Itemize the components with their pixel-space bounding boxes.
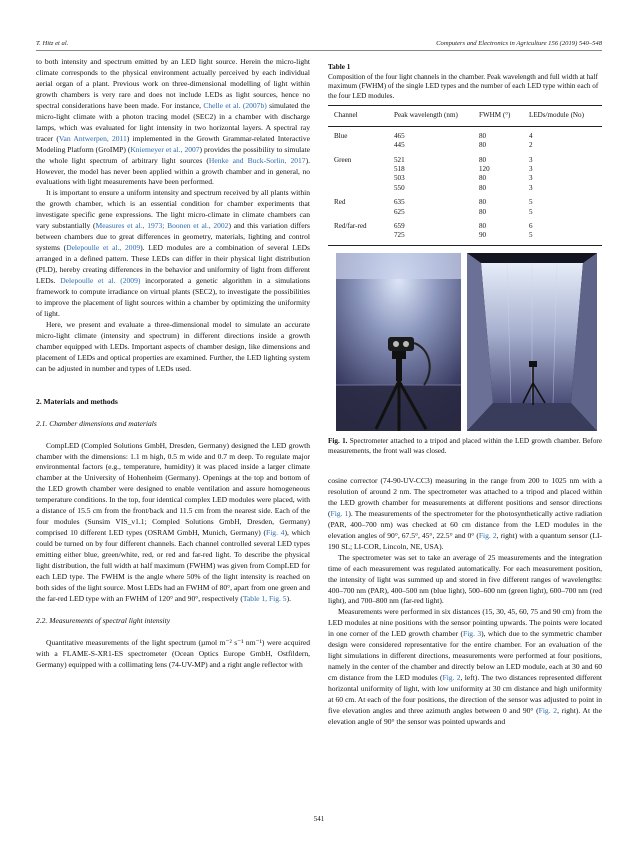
table-row: Red 635 80 5 xyxy=(334,198,533,207)
citation-link[interactable]: Measures et al., 1973; Boonen et al., 2002 xyxy=(95,221,229,231)
table-row: 518 120 3 xyxy=(394,165,533,173)
left-column xyxy=(36,57,310,671)
paragraph-uniformity: It is important to ensure a uniform intensity and spectrum received by all plants within the growth chamber, which is an essential condition for chamber experiments that investigate specific gene expressions. The light micro-climate in climate chambers can vary substantially (Measures et al., 1973; Boonen et al., 2002) and this variation differs between chambers due to great differences in geometry, materials, lighting and control systems (Delepoulle et al., 2009). LED modules are a combination of several LEDs arranged in a defined pattern. These LEDs can differ in their physical light distribution (PLD), hereby creating differences in the behavior and uniformity of light from different LEDs. Delepoulle et al. (2009) incorporated a genetic algorithm in a simulations framework to compute irradiance on virtual plants (SEC2), to investigate the possibilities to improve the placement of light sources within a chamber by optimizing the uniformity of light. xyxy=(36,188,310,318)
page-number: 541 xyxy=(313,815,325,823)
table-row: 625 80 5 xyxy=(394,207,533,216)
figure-link[interactable]: Fig. 3 xyxy=(463,629,482,639)
citation-link[interactable]: Henke and Buck-Sorlin, 2017 xyxy=(208,155,306,165)
table-1 xyxy=(328,63,602,246)
figure-photo-chamber-interior xyxy=(467,253,597,431)
column-header: LEDs/module (No) xyxy=(523,106,602,126)
section-heading: 2. Materials and methods xyxy=(36,396,118,406)
figure-link[interactable]: Fig. 2 xyxy=(478,530,497,540)
table-row: Red/far-red 659 80 6 xyxy=(334,222,533,231)
table-caption: Composition of the four light channels in the chamber. Peak wavelength and full width at half maximum (FWHM) of the single LED types and the number of each LED type within each of the four LED modules. xyxy=(328,72,599,100)
paragraph-measurements: Quantitative measurements of the light spectrum (µmol m⁻² s⁻¹ nm⁻¹) were acquired with a FLAME-S-XR1-ES spectrometer (Ocean Optics Europe GmbH, Ostfildern, Germany) equipped with a collimating lens (74-UV-MP) and a right angle reflector with xyxy=(36,637,310,669)
table-row: 550 80 3 xyxy=(394,183,533,192)
table-row: 725 90 5 xyxy=(328,231,602,245)
figure-caption: Fig. 1. Spectrometer attached to a tripod and placed within the LED growth chamber. Before measurements, the front wall was closed. xyxy=(328,437,602,455)
header-rule xyxy=(36,50,602,51)
citation-link[interactable]: Chelle et al. (2007b) xyxy=(203,100,267,110)
table-row: Green 521 80 3 xyxy=(334,155,533,164)
subsection-heading: 2.2. Measurements of spectral light intensity xyxy=(36,615,171,625)
column-header: Peak wavelength (nm) xyxy=(388,106,473,126)
figure-link[interactable]: Fig. 2 xyxy=(538,706,558,716)
figure-link[interactable]: Fig. 4 xyxy=(266,528,285,538)
data-table xyxy=(328,105,602,245)
paragraph-spectrometer: cosine corrector (74-90-UV-CC3) measuring in the range from 200 to 1025 nm with a resolution of around 2 nm. The spectrometer was attached to a tripod and placed within the LED growth chamber for measurements at different positions and sensor directions (Fig. 1). The measurements of the spectrometer for the photosynthetically active radiation (PAR, 400–700 nm) was checked at 60 cm distance from the LED modules in the elevation angles of 90°, 67.5°, 45°, 22.5° and 0° (Fig. 2, right) with a quantum sensor (LI-190 SL; LI-COR, Lincoln, NE, USA). xyxy=(328,476,602,551)
paragraph-positions: Measurements were performed in six distances (15, 30, 45, 60, 75 and 90 cm) from the LED modules at nine positions with the sensor pointing upwards. The points were located in one corner of the LED growth chamber (Fig. 3), which due to the symmetric chamber design were considered representative for the entire chamber. For an evaluation of the light simulations in different directions, measurements were performed at four positions, namely in the center of the chamber and directly below an LED module, each at 30 and 60 cm distance from the LED modules (Fig. 2, left). The two distances represented different horizontal uniformity of light, with low uniformity at 30 cm distance and high uniformity at 60 cm. At each of the four positions, the direction of the sensor was adjusted to point in five elevation angles and three azimuth angles between 0 and 90° (Fig. 2, right). At the elevation angle of 90° the sensor was pointed upwards and xyxy=(328,607,602,726)
column-header: FWHM (°) xyxy=(473,106,523,126)
table-row: 503 80 3 xyxy=(394,174,533,183)
running-header-journal: Computers and Electronics in Agriculture 156 (2019) 540–548 xyxy=(436,40,602,47)
figure-photo-spectrometer-tripod xyxy=(336,253,461,431)
citation-link[interactable]: Delepoulle et al. (2009) xyxy=(60,276,141,286)
paragraph-chamber: CompLED (Compled Solutions GmbH, Dresden, Germany) designed the LED growth chamber with the dimensions: 1.1 m high, 0.5 m wide and 0.7 m deep. To regulate major environmental factors (e.g., temperature, humidity) it was placed inside a larger climate chamber at the University of Hohenheim (Germany). Openings at the top and bottom of the LED growth chamber were designed to enable ventilation and assure homogeneous temperature conditions. In the top, four identical complex LED modules were placed, with a distance of 15.5 cm from the front/back and 11.5 cm from the nearest side. Each of the four modules (Sunsim VIS_v1.1; Compled Solutions GmbH, Dresden, Germany) comprised 10 different LED types (OSRAM GmbH, Munich, Germany) (Fig. 4), which could be turned on by four different channels. Each channel controlled several LED types emitting either blue, green/white, red, or red and far-red light. To describe the physical light distribution, the full width at half maximum (FWHM) was given from CompLED for each LED type. The FWHM is the angle where 50% of the light intensity is reached on both sides of the light source. Most LEDs had an FWHM of 80°, apart from one green and the far-red LED type with an FWHM of 120° and 90°, respectively (Table 1, Fig. 5). xyxy=(36,440,310,603)
table-link[interactable]: Table 1, Fig. 5 xyxy=(242,593,287,603)
paragraph-averaging: The spectrometer was set to take an average of 25 measurements and the integration time of each measurement was regulated automatically. For each measurement position, the intensity of light was summed up and stored in five different ranges of wavelengths: 400–700 nm (PAR), 400–500 nm (blue light), 500–600 nm (green light), 600–700 nm (red light), and 700–800 nm (far-red light). xyxy=(328,552,602,606)
column-header: Channel xyxy=(328,106,388,126)
citation-link[interactable]: Delepoulle et al., 2009 xyxy=(66,243,141,253)
running-header-authors: T. Hitz et al. xyxy=(36,40,69,47)
table-row: 445 80 2 xyxy=(394,141,533,150)
figure-link[interactable]: Fig. 2 xyxy=(442,673,461,683)
subsection-heading: 2.1. Chamber dimensions and materials xyxy=(36,418,157,428)
citation-link[interactable]: Kniemeyer et al., 2007 xyxy=(130,144,200,154)
figure-label: Fig. 1. xyxy=(328,437,348,445)
citation-link[interactable]: Van Antwerpen, 2011 xyxy=(58,133,127,143)
table-row: Blue 465 80 4 xyxy=(334,131,533,140)
paragraph-intro: to both intensity and spectrum emitted by an LED light source. Herein the micro-light climate corresponds to the physical environment actually perceived by each individual aerial organ of a plant. Previous work on three-dimensional modelling of light within growth chambers is very rare and does not include LEDs as light sources, hence no spectral considerations have been made. For instance, Chelle et al. (2007b) simulated the micro-light climate with a photon tracing model (SEC2) in a chamber with discharge lamps, which was evaluated for light intensity in two horizontal layers. A spectral ray tracer (Van Antwerpen, 2011) implemented in the Growth Grammar-related Interactive Modeling Platform (GroIMP) (Kniemeyer et al., 2007) provides the possibility to simulate the whole light spectrum of arbitrary light sources (Henke and Buck-Sorlin, 2017). However, the model has never been applied within a growth chamber and in general, no evaluations with light measurements have been performed. xyxy=(36,57,311,187)
paragraph-aims: Here, we present and evaluate a three-dimensional model to simulate an accurate micro-light climate (intensity and spectrum) in different directions inside a growth chamber equipped with LEDs. Important aspects of chamber design, like dimensions and placement of LEDs and optical properties are examined. Further, the LED lighting system can be adjusted in number and types of LEDs used. xyxy=(36,319,310,373)
figure-link[interactable]: Fig. 1 xyxy=(330,508,349,518)
table-title: Table 1 xyxy=(328,63,351,71)
right-column xyxy=(328,476,602,728)
